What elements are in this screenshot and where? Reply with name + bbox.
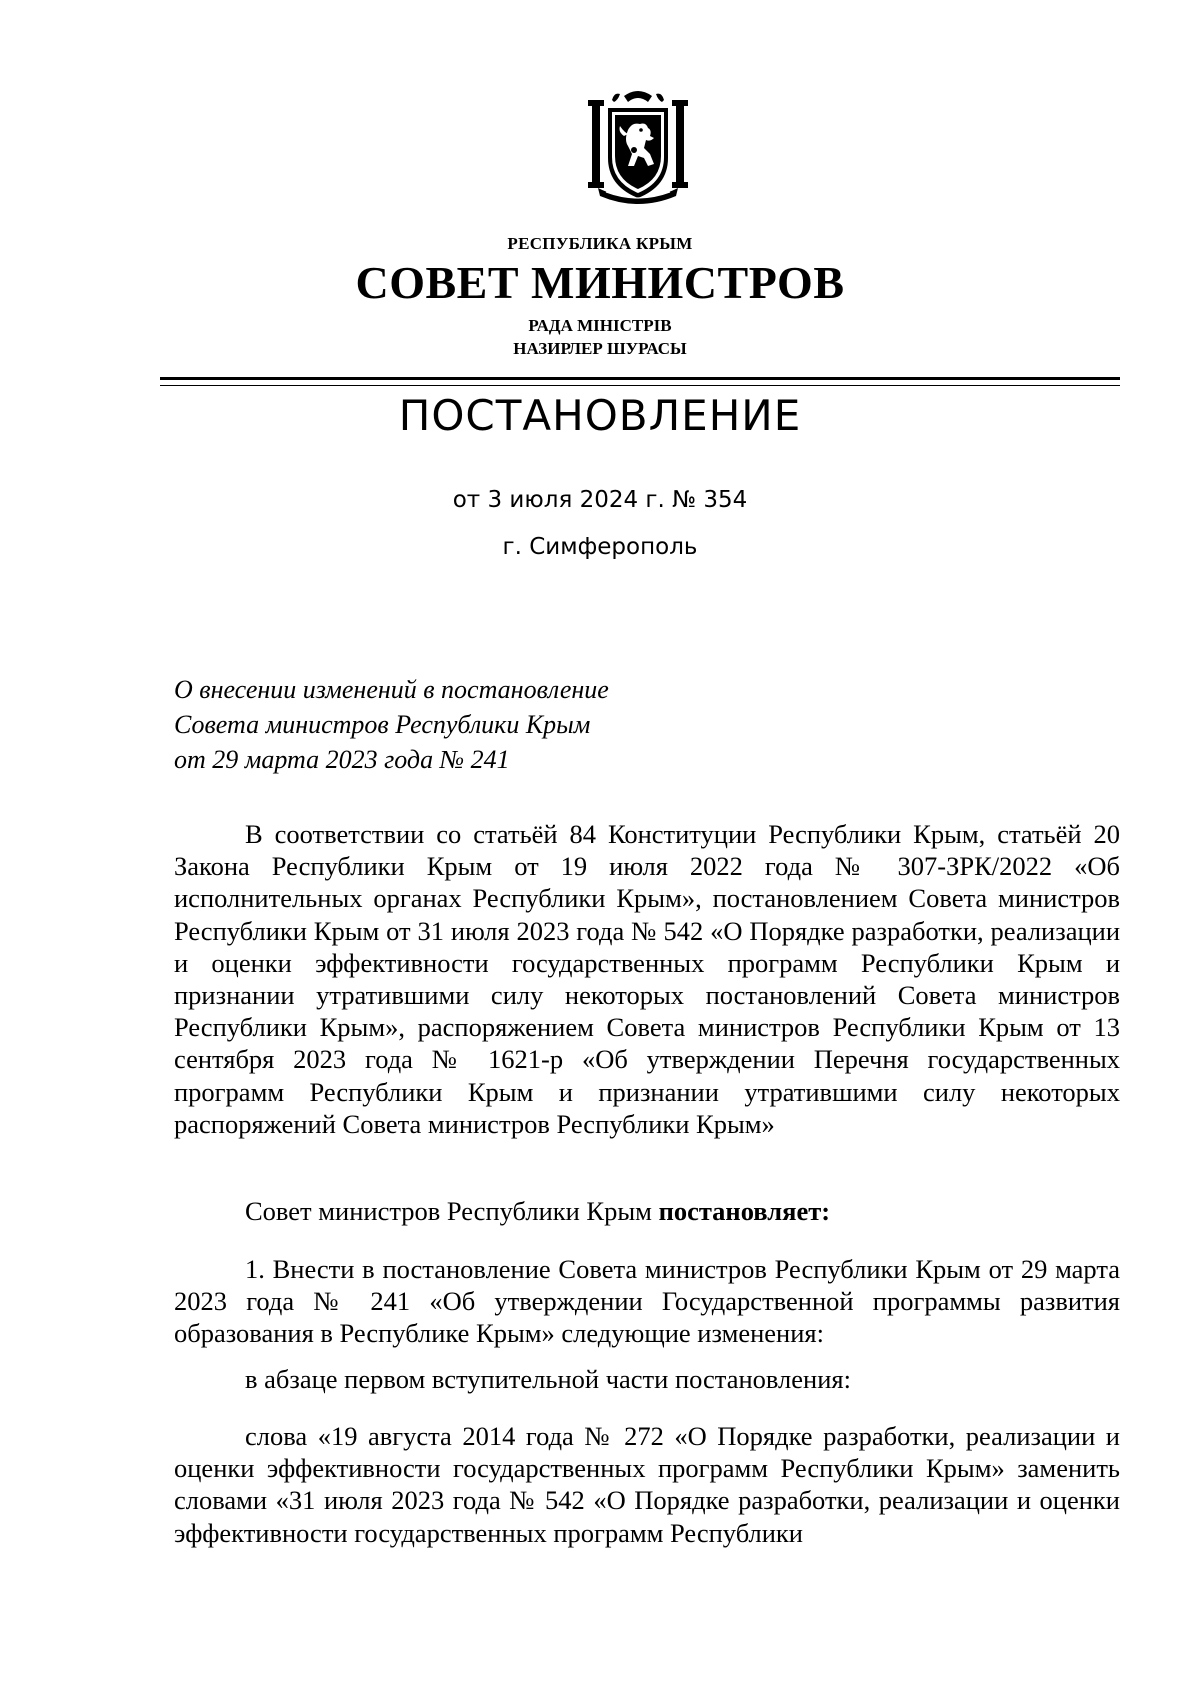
preamble-block	[174, 818, 1120, 1140]
document-city: г. Симферополь	[502, 534, 698, 560]
resolves-paragraph	[174, 1195, 1120, 1227]
item1-paragraph: 1. Внести в постановление Совета министров Республики Крым от 29 марта 2023 года № 241 «Об утверждении Государственной программы развития образования в Республике Крым» следующие изменения:	[174, 1254, 1120, 1349]
item1-sub-paragraph: в абзаце первом вступительной части постановления:	[245, 1364, 851, 1394]
resolves-text: Совет министров Республики Крым	[245, 1196, 659, 1226]
resolves-keyword: постановляет:	[658, 1196, 831, 1226]
title-line: Совета министров Республики Крым	[174, 710, 591, 739]
document-title	[174, 672, 609, 777]
item1-sub-block	[174, 1363, 1120, 1395]
coat-of-arms-emblem	[584, 88, 692, 206]
document-type-heading: ПОСТАНОВЛЕНИЕ	[398, 391, 802, 440]
republic-heading: РЕСПУБЛИКА КРЫМ	[507, 234, 693, 253]
council-heading: СОВЕТ МИНИСТРОВ	[355, 257, 845, 308]
item1-block	[174, 1253, 1120, 1350]
resolves-block	[174, 1195, 1120, 1227]
header-rule-thin	[160, 385, 1120, 386]
item1-words-block	[174, 1420, 1120, 1549]
title-line: О внесении изменений в постановление	[174, 675, 609, 704]
document-date-number: от 3 июля 2024 г. № 354	[452, 487, 748, 513]
title-line: от 29 марта 2023 года № 241	[174, 745, 510, 774]
council-heading-crimean-tatar: НАЗИРЛЕР ШУРАСЫ	[513, 339, 687, 358]
header-rule-thick	[160, 377, 1120, 380]
council-heading-ukrainian: РАДА МІНІСТРІВ	[528, 316, 672, 335]
preamble-paragraph: В соответствии со статьёй 84 Конституции Республики Крым, статьёй 20 Закона Республики Крым от 19 июля 2022 года № 307-ЗРК/2022 «Об исполнительных органах Республики Крым», постановлением Совета министров Республики Крым от 31 июля 2023 года № 542 «О Порядке разработки, реализации и оценки эффективности государственных программ Республики Крым и признании утратившими силу некоторых постановлений Совета министров Республики Крым», распоряжением Совета министров Республики Крым от 13 сентября 2023 года № 1621-р «Об утверждении Перечня государственных программ Республики Крым и признании утратившими силу некоторых распоряжений Совета министров Республики Крым»	[174, 819, 1120, 1139]
item1-words-paragraph: слова «19 августа 2014 года № 272 «О Порядке разработки, реализации и оценки эффективности государственных программ Республики Крым» заменить словами «31 июля 2023 года № 542 «О Порядке разработки, реализации и оценки эффективности государственных программ Республики	[174, 1421, 1120, 1548]
